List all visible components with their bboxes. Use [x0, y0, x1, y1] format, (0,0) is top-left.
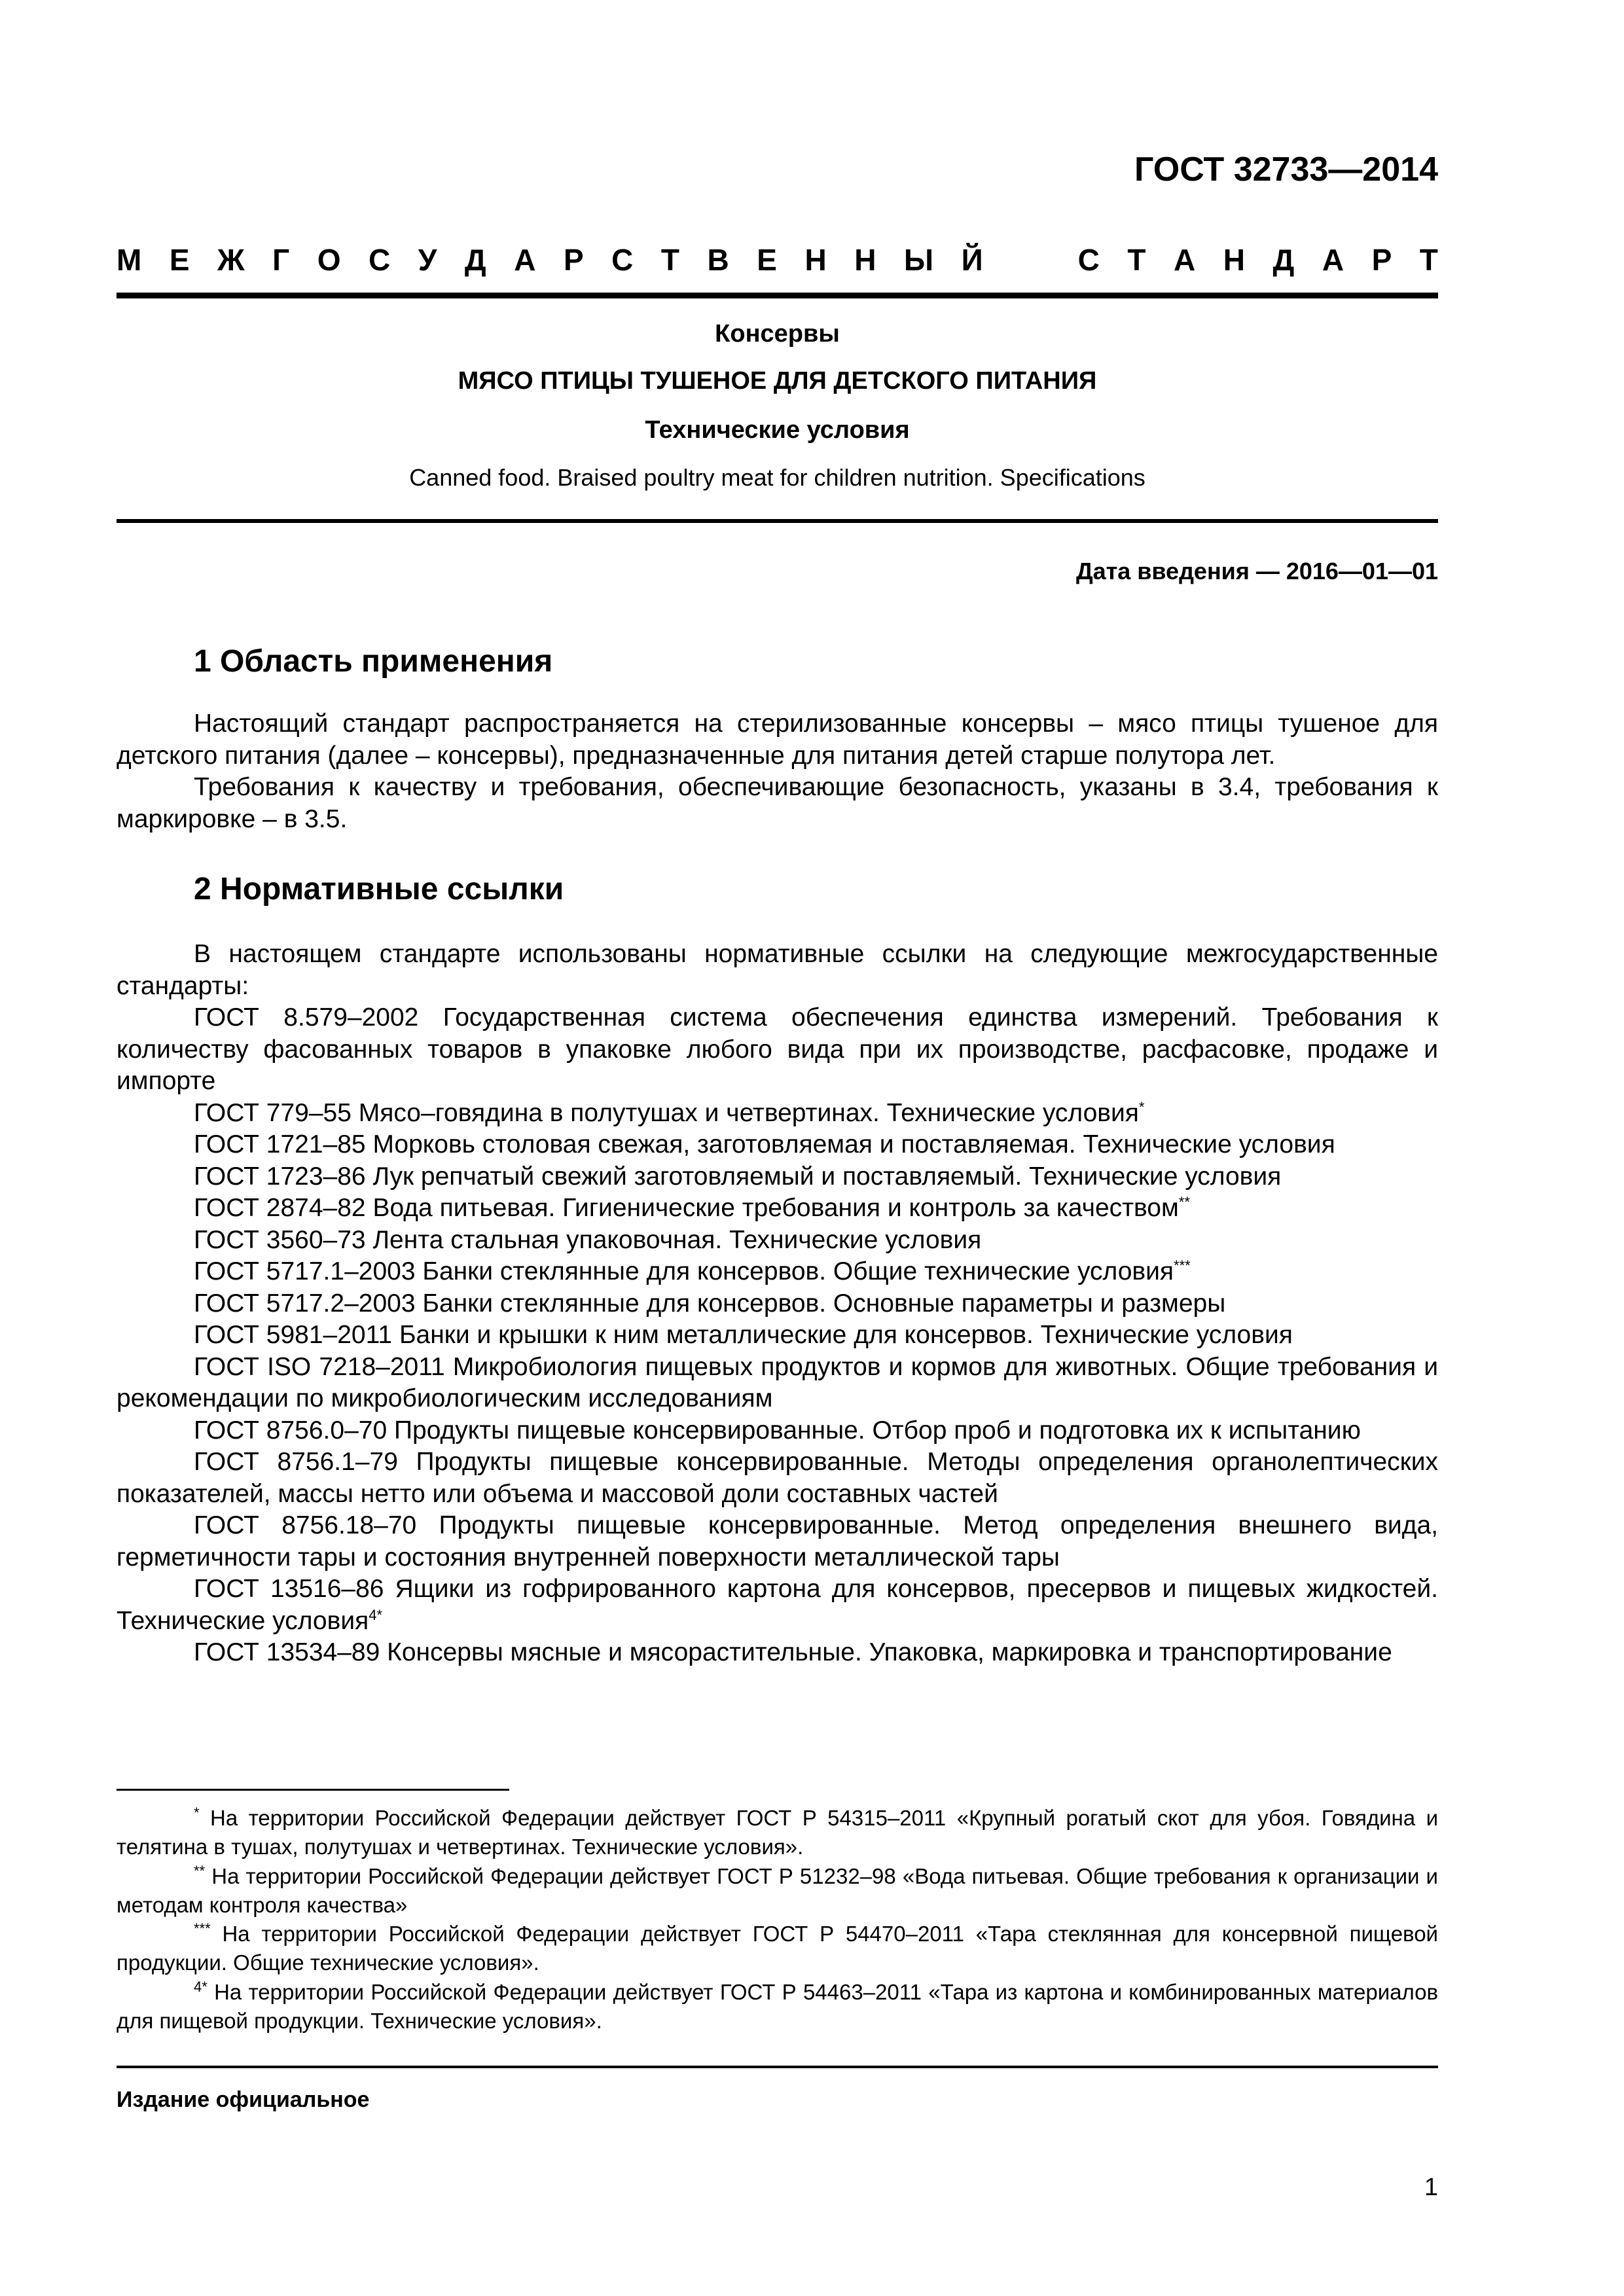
- reference-text: ГОСТ 5981–2011 Банки и крышки к ним металлические для консервов. Технические условия: [194, 1321, 1293, 1349]
- footnote-text: На территории Российской Федерации действует ГОСТ Р 54463–2011 «Тара из картона и комбинированных материалов для пищевой продукции. Технические условия».: [117, 1979, 1438, 2034]
- heading-letter: С: [611, 243, 634, 277]
- reference-item: [117, 1161, 1438, 1193]
- reference-text: ГОСТ 5717.2–2003 Банки стеклянные для консервов. Основные параметры и размеры: [194, 1289, 1226, 1318]
- heading-letter: М: [117, 243, 142, 277]
- footnote-text: На территории Российской Федерации действует ГОСТ Р 51232–98 «Вода питьевая. Общие требования к организации и методам контроля качества»: [117, 1863, 1438, 1917]
- heading-letter: Р: [1371, 243, 1392, 277]
- reference-text: ГОСТ 3560–73 Лента стальная упаковочная. Технические условия: [194, 1225, 982, 1254]
- reference-text: ГОСТ 8.579–2002 Государственная система обеспечения единства измерений. Требования к количеству фасованных товаров в упаковке любого вида при их производстве, расфасовке, продаже и импорте: [117, 1003, 1438, 1095]
- reference-item: [117, 1637, 1438, 1669]
- section-2-intro: В настоящем стандарте использованы нормативные ссылки на следующие межгосударственные стандарты:: [117, 940, 1438, 1000]
- section-2-body: [117, 939, 1438, 1669]
- heading-letter: Н: [804, 243, 827, 277]
- reference-item: [117, 1352, 1438, 1415]
- reference-text: ГОСТ 8756.1–79 Продукты пищевые консервированные. Методы определения органолептических показателей, массы нетто или объема и массовой доли составных частей: [117, 1448, 1438, 1508]
- reference-item: [117, 1129, 1438, 1161]
- heading-letter: Е: [169, 243, 190, 277]
- footnote-marker: ***: [1174, 1257, 1191, 1274]
- title-type: Технические условия: [645, 416, 910, 444]
- heading-letter: Г: [272, 243, 290, 277]
- reference-item: [117, 1415, 1438, 1447]
- reference-text: ГОСТ 2874–82 Вода питьевая. Гигиенические требования и контроль за качеством: [194, 1194, 1179, 1222]
- section-1-paragraph: Настоящий стандарт распространяется на стерилизованные консервы – мясо птицы тушеное для детского питания (далее – консервы), предназначенные для питания детей старше полутора лет.: [117, 709, 1438, 770]
- heading-letter: С: [369, 243, 391, 277]
- heading-letter: Ж: [217, 243, 245, 277]
- heading-letter: У: [418, 243, 437, 277]
- page-number: 1: [1424, 2174, 1438, 2201]
- heading-letter: Ы: [904, 243, 934, 277]
- reference-item: [117, 1225, 1438, 1257]
- reference-text: ГОСТ 779–55 Мясо–говядина в полутушах и четвертинах. Технические условия: [194, 1098, 1139, 1127]
- reference-item: [117, 1510, 1438, 1573]
- section-2-heading: 2 Нормативные ссылки: [194, 872, 564, 906]
- section-1-heading: 1 Область применения: [194, 644, 553, 679]
- standard-type-heading: [117, 242, 1438, 278]
- footnote-text: На территории Российской Федерации действует ГОСТ Р 54315–2011 «Крупный рогатый скот для убоя. Говядина и телятина в тушах, полутушах и четвертинах. Технические условия».: [117, 1806, 1439, 1859]
- reference-item: [117, 1446, 1438, 1510]
- heading-letter: Н: [1223, 243, 1246, 277]
- reference-text: ГОСТ 1721–85 Морковь столовая свежая, заготовляемая и поставляемая. Технические условия: [194, 1130, 1335, 1158]
- reference-item: [117, 1319, 1438, 1352]
- section-1-paragraph: Требования к качеству и требования, обеспечивающие безопасность, указаны в 3.4, требования к маркировке – в 3.5.: [117, 773, 1438, 833]
- standard-number: ГОСТ 32733—2014: [1134, 151, 1438, 188]
- footnote: [117, 1978, 1438, 2036]
- footnote-marker: 4*: [369, 1606, 383, 1623]
- title-category: Консервы: [715, 320, 840, 348]
- heading-letter: Р: [563, 243, 584, 277]
- footnote-marker: **: [1178, 1194, 1190, 1210]
- reference-item: [117, 1098, 1438, 1130]
- heading-letter: Т: [660, 243, 680, 277]
- heading-letter: Т: [1419, 243, 1438, 277]
- footnotes: [117, 1804, 1438, 2036]
- heading-letter: А: [1322, 243, 1344, 277]
- footnote-marker: ***: [194, 1920, 211, 1937]
- reference-text: ГОСТ 8756.0–70 Продукты пищевые консервированные. Отбор проб и подготовка их к испытанию: [194, 1416, 1361, 1444]
- footnote: [117, 1862, 1438, 1920]
- introduction-date: Дата введения — 2016—01—01: [1075, 558, 1438, 584]
- official-edition-label: Издание официальное: [117, 2087, 370, 2112]
- footnote-text: На территории Российской Федерации действует ГОСТ Р 54470–2011 «Тара стеклянная для консервной пищевой продукции. Общие технические условия».: [117, 1922, 1438, 1975]
- reference-item: [117, 1573, 1438, 1637]
- section-1-body: [117, 708, 1438, 835]
- reference-text: ГОСТ ISO 7218–2011 Микробиология пищевых продуктов и кормов для животных. Общие требования и рекомендации по микробиологическим исследованиям: [117, 1352, 1438, 1412]
- heading-letter: А: [514, 243, 536, 277]
- reference-item: [117, 1193, 1438, 1225]
- heading-letter: А: [1174, 243, 1196, 277]
- reference-text: ГОСТ 13516–86 Ящики из гофрированного картона для консервов, пресервов и пищевых жидкостей. Технические условия: [117, 1575, 1438, 1635]
- footnote-marker: 4*: [194, 1978, 208, 1995]
- title-rule: [117, 519, 1438, 523]
- reference-text: ГОСТ 8756.18–70 Продукты пищевые консервированные. Метод определения внешнего вида, герметичности тары и состояния внутренней поверхности металлической тары: [117, 1511, 1438, 1571]
- header-rule: [117, 293, 1438, 298]
- heading-letter: О: [317, 243, 341, 277]
- reference-list: [117, 1002, 1438, 1669]
- footnote-marker: *: [1138, 1098, 1145, 1115]
- title-product: МЯСО ПТИЦЫ ТУШЕНОЕ ДЛЯ ДЕТСКОГО ПИТАНИЯ: [458, 367, 1097, 395]
- reference-item: [117, 1256, 1438, 1288]
- heading-letter: В: [707, 243, 729, 277]
- footnote: [117, 1804, 1438, 1862]
- heading-letter: С: [1077, 243, 1100, 277]
- reference-item: [117, 1002, 1438, 1098]
- footnote-separator: [117, 1789, 509, 1791]
- heading-letter: Е: [757, 243, 777, 277]
- footer-rule: [117, 2066, 1438, 2068]
- heading-letter: Н: [854, 243, 876, 277]
- heading-letter: Д: [1272, 243, 1295, 277]
- title-english: Canned food. Braised poultry meat for children nutrition. Specifications: [409, 464, 1146, 491]
- reference-item: [117, 1288, 1438, 1320]
- reference-text: ГОСТ 1723–86 Лук репчатый свежий заготовляемый и поставляемый. Технические условия: [194, 1162, 1282, 1191]
- footnote: [117, 1920, 1438, 1978]
- heading-word-gap: [1011, 242, 1050, 278]
- heading-letter: Д: [464, 243, 486, 277]
- heading-letter: Й: [961, 243, 983, 277]
- footnote-marker: *: [194, 1804, 200, 1821]
- heading-letter: Т: [1127, 243, 1146, 277]
- reference-text: ГОСТ 5717.1–2003 Банки стеклянные для консервов. Общие технические условия: [194, 1257, 1174, 1285]
- footnote-marker: **: [194, 1862, 206, 1879]
- reference-text: ГОСТ 13534–89 Консервы мясные и мясорастительные. Упаковка, маркировка и транспортирование: [194, 1638, 1392, 1666]
